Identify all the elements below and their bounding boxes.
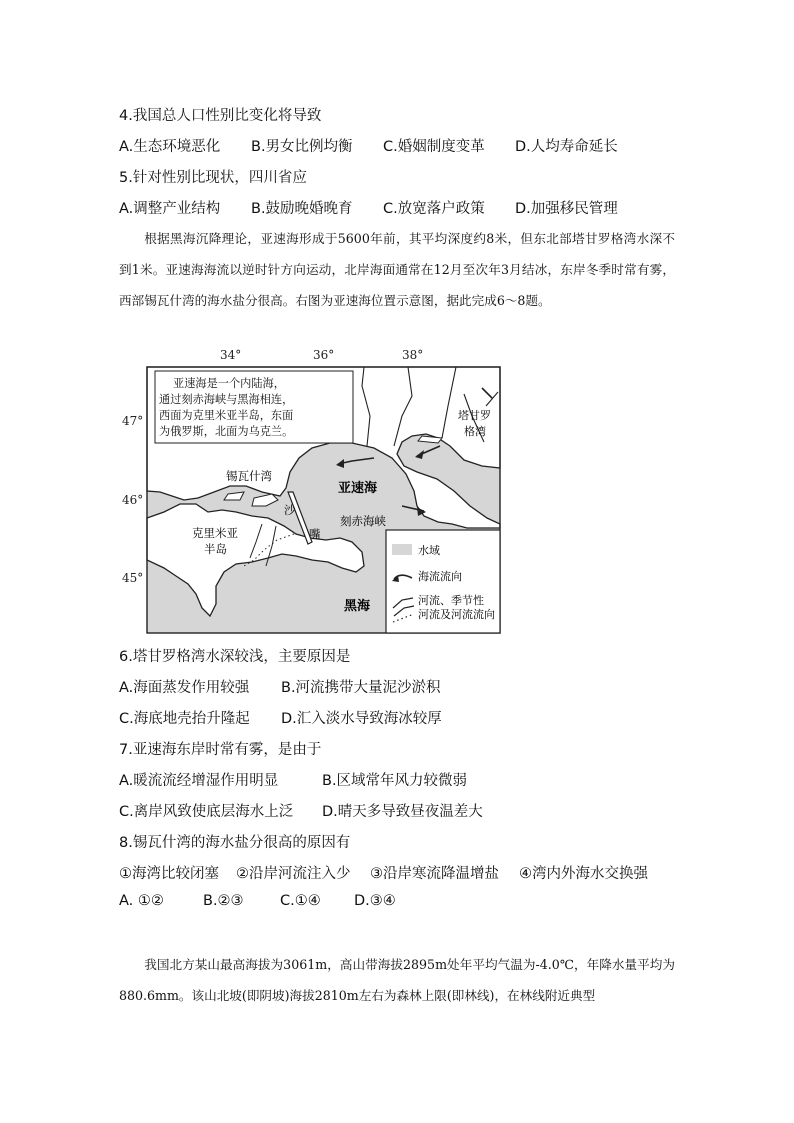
q6-option-a: A.海面蒸发作用较强 xyxy=(119,680,250,696)
q4-option-a: A.生态环境恶化 xyxy=(119,139,221,155)
question-7-stem: 7.亚速海东岸时常有雾，是由于 xyxy=(119,742,322,758)
legend-river-label-2: 河流及河流流向 xyxy=(418,608,495,621)
sivash-bay-label: 锡瓦什湾 xyxy=(226,469,272,483)
q6-option-d: D.汇入淡水导致海冰较厚 xyxy=(281,711,442,727)
azov-sea-location-map xyxy=(112,346,512,636)
note-line-2: 通过刻赤海峡与黑海相连， xyxy=(159,393,294,406)
q8-item-4: ④湾内外海水交换强 xyxy=(519,866,648,882)
q5-option-d: D.加强移民管理 xyxy=(515,201,618,217)
lat-label-46: 46° xyxy=(122,493,144,507)
q7-option-a: A.暖流流经增湿作用明显 xyxy=(119,773,279,789)
lat-label-47: 47° xyxy=(122,414,144,428)
q8-option-a: A. ①② xyxy=(119,893,164,909)
mountain-passage-text: 我国北方某山最高海拔为3061m，高山带海拔2895m处年平均气温为-4.0℃，年降水量平均为880.6mm。该山北坡(即阴坡)海拔2810m左右为森林上限(即林线)，在林线附近典型 xyxy=(119,957,675,1003)
map-legend xyxy=(386,530,500,633)
lon-label-36: 36° xyxy=(313,348,335,362)
q5-option-a: A.调整产业结构 xyxy=(119,201,221,217)
crimea-label-2: 半岛 xyxy=(204,542,227,556)
kerch-strait-label: 刻赤海峡 xyxy=(340,514,386,528)
lat-label-45: 45° xyxy=(122,571,144,585)
sand-spit-label-1: 沙 xyxy=(284,503,296,517)
question-6-stem: 6.塔甘罗格湾水深较浅，主要原因是 xyxy=(119,649,351,665)
crimea-label-1: 克里米亚 xyxy=(192,526,238,540)
q4-option-b: B.男女比例均衡 xyxy=(251,139,353,155)
note-line-4: 为俄罗斯，北面为乌克兰。 xyxy=(159,425,294,438)
note-line-3: 西面为克里米亚半岛，东面 xyxy=(159,409,294,422)
q8-option-d: D.③④ xyxy=(354,893,396,909)
q7-option-b: B.区域常年风力较微弱 xyxy=(322,773,468,789)
legend-current-label: 海流流向 xyxy=(418,570,462,583)
q6-option-b: B.河流携带大量泥沙淤积 xyxy=(281,680,441,696)
question-5-stem: 5.针对性别比现状，四川省应 xyxy=(119,170,307,186)
q7-option-d: D.晴天多导致昼夜温差大 xyxy=(322,804,483,820)
azov-sea-passage xyxy=(119,223,675,316)
q4-option-c: C.婚姻制度变革 xyxy=(383,139,485,155)
lon-label-34: 34° xyxy=(220,348,242,362)
q5-option-b: B.鼓励晚婚晚育 xyxy=(251,201,353,217)
mountain-passage xyxy=(119,949,675,1011)
longitude-labels xyxy=(220,348,423,362)
q8-option-b: B.②③ xyxy=(203,893,244,909)
legend-river-label-1: 河流、季节性 xyxy=(418,594,484,607)
q6-option-c: C.海底地壳抬升隆起 xyxy=(119,711,250,727)
q4-option-d: D.人均寿命延长 xyxy=(515,139,618,155)
q7-option-c: C.离岸风致使底层海水上泛 xyxy=(119,804,294,820)
lon-label-38: 38° xyxy=(402,348,424,362)
sand-spit-label-2: 嘴 xyxy=(309,527,321,541)
legend-water-swatch xyxy=(392,544,412,555)
azov-sea-passage-text: 根据黑海沉降理论，亚速海形成于5600年前，其平均深度约8米，但东北部塔甘罗格湾水深不到1米。亚速海海流以逆时针方向运动，北岸海面通常在12月至次年3月结冰，东岸冬季时常有雾，西部锡瓦什湾的海水盐分很高。右图为亚速海位置示意图，据此完成6～8题。 xyxy=(119,231,675,308)
q8-item-1: ①海湾比较闭塞 xyxy=(119,866,219,882)
azov-sea-label: 亚速海 xyxy=(338,481,378,496)
black-sea-label: 黑海 xyxy=(344,599,371,614)
taganrog-label-2: 格湾 xyxy=(464,425,486,438)
q8-item-2: ②沿岸河流注入少 xyxy=(236,866,351,882)
question-4-stem: 4.我国总人口性别比变化将导致 xyxy=(119,108,322,124)
note-line-1: 亚速海是一个内陆海， xyxy=(173,377,285,390)
question-8-stem: 8.锡瓦什湾的海水盐分很高的原因有 xyxy=(119,835,351,851)
q8-item-3: ③沿岸寒流降温增盐 xyxy=(370,866,499,882)
q5-option-c: C.放宽落户政策 xyxy=(383,201,485,217)
q8-option-c: C.①④ xyxy=(280,893,321,909)
legend-water-label: 水域 xyxy=(418,544,440,557)
taganrog-label-1: 塔甘罗 xyxy=(458,409,491,422)
latitude-labels xyxy=(122,414,143,585)
